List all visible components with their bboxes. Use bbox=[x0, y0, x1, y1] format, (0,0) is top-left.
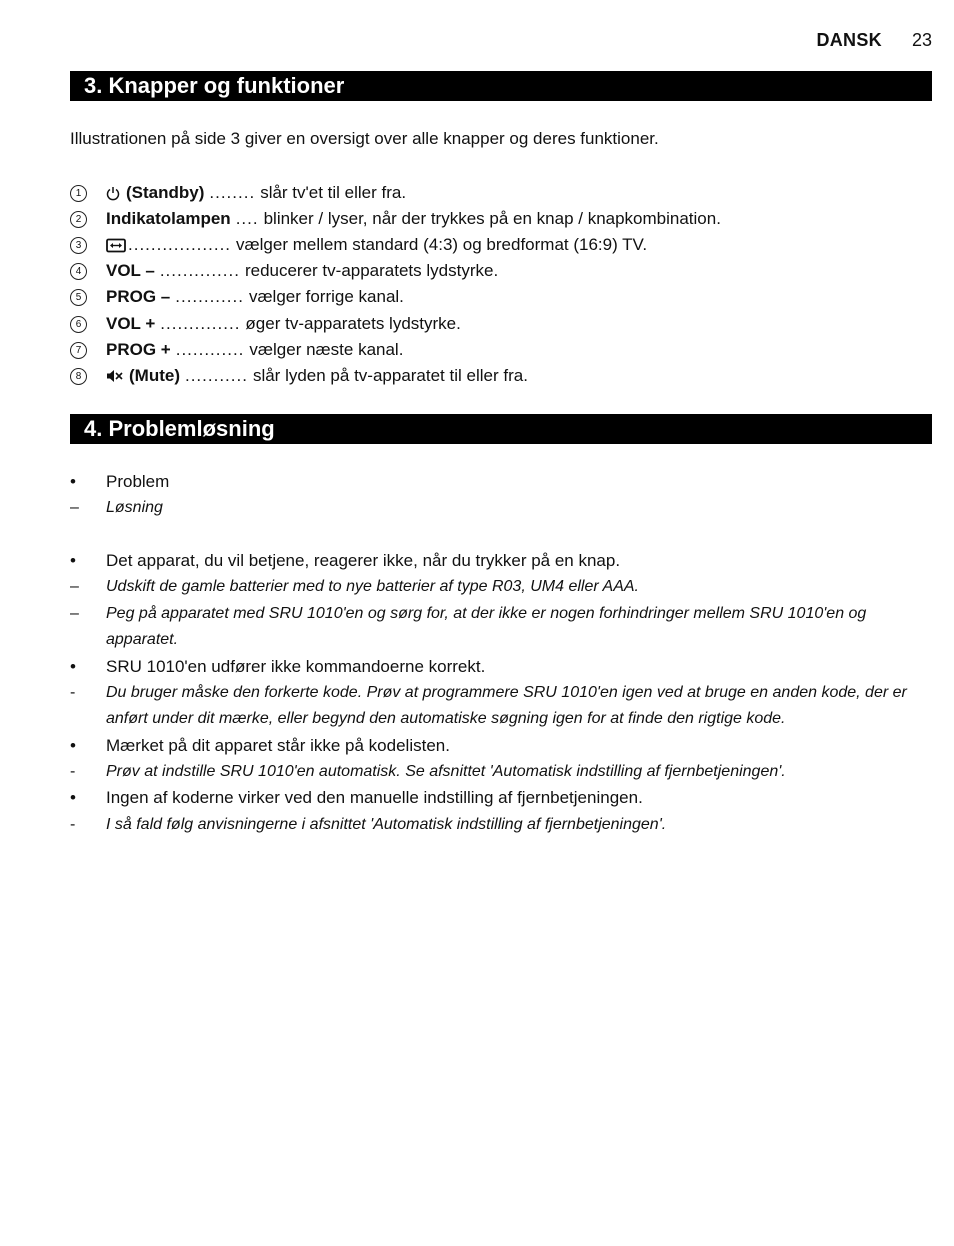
button-name: Indikatolampen bbox=[106, 209, 231, 228]
button-description: vælger forrige kanal. bbox=[248, 287, 404, 306]
problem-item bbox=[70, 785, 932, 811]
solution-item bbox=[70, 601, 932, 653]
mute-icon bbox=[106, 369, 123, 383]
item-number: 7 bbox=[70, 342, 87, 359]
bullet-marker: • bbox=[70, 551, 76, 570]
problem-item bbox=[70, 654, 932, 680]
leader-dots: ............ bbox=[175, 340, 245, 359]
button-description: reducerer tv-apparatets lydstyrke. bbox=[244, 261, 499, 280]
solution-text: Prøv at indstille SRU 1010'en automatisk. Se afsnittet 'Automatisk indstilling af fjernbetjeningen'. bbox=[106, 763, 786, 780]
bullet-marker: • bbox=[70, 788, 76, 807]
dash-marker: - bbox=[70, 763, 76, 780]
section-3-intro: Illustrationen på side 3 giver en oversigt over alle knapper og deres funktioner. bbox=[70, 129, 659, 148]
bullet-marker: • bbox=[70, 657, 76, 676]
item-number: 4 bbox=[70, 263, 87, 280]
leader-dots: .............. bbox=[159, 261, 240, 280]
button-row-vol-minus bbox=[70, 258, 498, 284]
leader-dots: ........... bbox=[184, 366, 248, 385]
bullet-marker: • bbox=[70, 736, 76, 755]
solution-item bbox=[70, 812, 932, 838]
item-number: 5 bbox=[70, 289, 87, 306]
button-row-vol-plus bbox=[70, 311, 461, 337]
button-name: VOL + bbox=[106, 314, 156, 333]
button-description: slår lyden på tv-apparatet til eller fra. bbox=[252, 366, 528, 385]
button-name: PROG + bbox=[106, 340, 171, 359]
aspect-ratio-icon bbox=[106, 238, 126, 253]
button-description: vælger mellem standard (4:3) og bredformat (16:9) TV. bbox=[236, 235, 648, 254]
button-row-standby bbox=[70, 180, 406, 206]
solution-item bbox=[70, 680, 932, 732]
item-number: 3 bbox=[70, 237, 87, 254]
leader-dots: .............. bbox=[160, 314, 241, 333]
dash-marker: – bbox=[70, 605, 79, 622]
item-number: 8 bbox=[70, 368, 87, 385]
button-row-prog-minus bbox=[70, 284, 404, 310]
legend-solution bbox=[70, 495, 932, 521]
power-icon bbox=[106, 186, 120, 201]
button-row-indicator bbox=[70, 206, 721, 232]
dash-marker: – bbox=[70, 499, 79, 516]
legend-text: Problem bbox=[106, 472, 170, 491]
leader-dots: ............ bbox=[175, 287, 244, 306]
leader-dots: .................. bbox=[128, 235, 232, 254]
solution-text: Peg på apparatet med SRU 1010'en og sørg for, at der ikke er nogen forhindringer mellem SRU 1010'en og apparatet. bbox=[106, 605, 867, 648]
language-label: DANSK bbox=[816, 30, 882, 50]
problem-item bbox=[70, 548, 932, 574]
page-header bbox=[816, 30, 932, 54]
button-name: (Mute) bbox=[129, 366, 180, 385]
dash-marker: - bbox=[70, 816, 76, 833]
section-3-title: 3. Knapper og funktioner bbox=[70, 71, 932, 101]
item-number: 1 bbox=[70, 185, 87, 202]
solution-item bbox=[70, 759, 932, 785]
button-description: blinker / lyser, når der trykkes på en knap / knapkombination. bbox=[263, 209, 721, 228]
solution-text: I så fald følg anvisningerne i afsnittet 'Automatisk indstilling af fjernbetjeningen'. bbox=[106, 816, 667, 833]
item-number: 6 bbox=[70, 316, 87, 333]
problem-text: Ingen af koderne virker ved den manuelle indstilling af fjernbetjeningen. bbox=[106, 788, 643, 807]
button-row-mute bbox=[70, 363, 528, 389]
section-4-title: 4. Problemløsning bbox=[70, 414, 932, 444]
leader-dots: .... bbox=[235, 209, 259, 228]
button-name: (Standby) bbox=[126, 183, 205, 202]
item-number: 2 bbox=[70, 211, 87, 228]
solution-item bbox=[70, 574, 932, 600]
button-row-format bbox=[70, 232, 647, 258]
dash-marker: - bbox=[70, 684, 76, 701]
solution-text: Udskift de gamle batterier med to nye batterier af type R03, UM4 eller AAA. bbox=[106, 578, 639, 595]
button-description: vælger næste kanal. bbox=[249, 340, 404, 359]
button-description: slår tv'et til eller fra. bbox=[260, 183, 407, 202]
button-name: PROG – bbox=[106, 287, 171, 306]
button-row-prog-plus bbox=[70, 337, 403, 363]
legend-text: Løsning bbox=[106, 499, 163, 516]
page-number: 23 bbox=[911, 30, 932, 50]
dash-marker: – bbox=[70, 578, 79, 595]
button-name: VOL – bbox=[106, 261, 155, 280]
solution-text: Du bruger måske den forkerte kode. Prøv at programmere SRU 1010'en igen ved at bruge en anden kode, der er anført under dit mærke, eller begynd den automatiske søgning igen for at finde den rigtige kode. bbox=[106, 684, 907, 727]
button-description: øger tv-apparatets lydstyrke. bbox=[245, 314, 461, 333]
problem-item bbox=[70, 733, 932, 759]
problem-text: Det apparat, du vil betjene, reagerer ikke, når du trykker på en knap. bbox=[106, 551, 621, 570]
leader-dots: ........ bbox=[209, 183, 256, 202]
problem-text: SRU 1010'en udfører ikke kommandoerne korrekt. bbox=[106, 657, 486, 676]
bullet-marker: • bbox=[70, 472, 76, 491]
legend-problem bbox=[70, 469, 932, 495]
problem-text: Mærket på dit apparet står ikke på kodelisten. bbox=[106, 736, 450, 755]
